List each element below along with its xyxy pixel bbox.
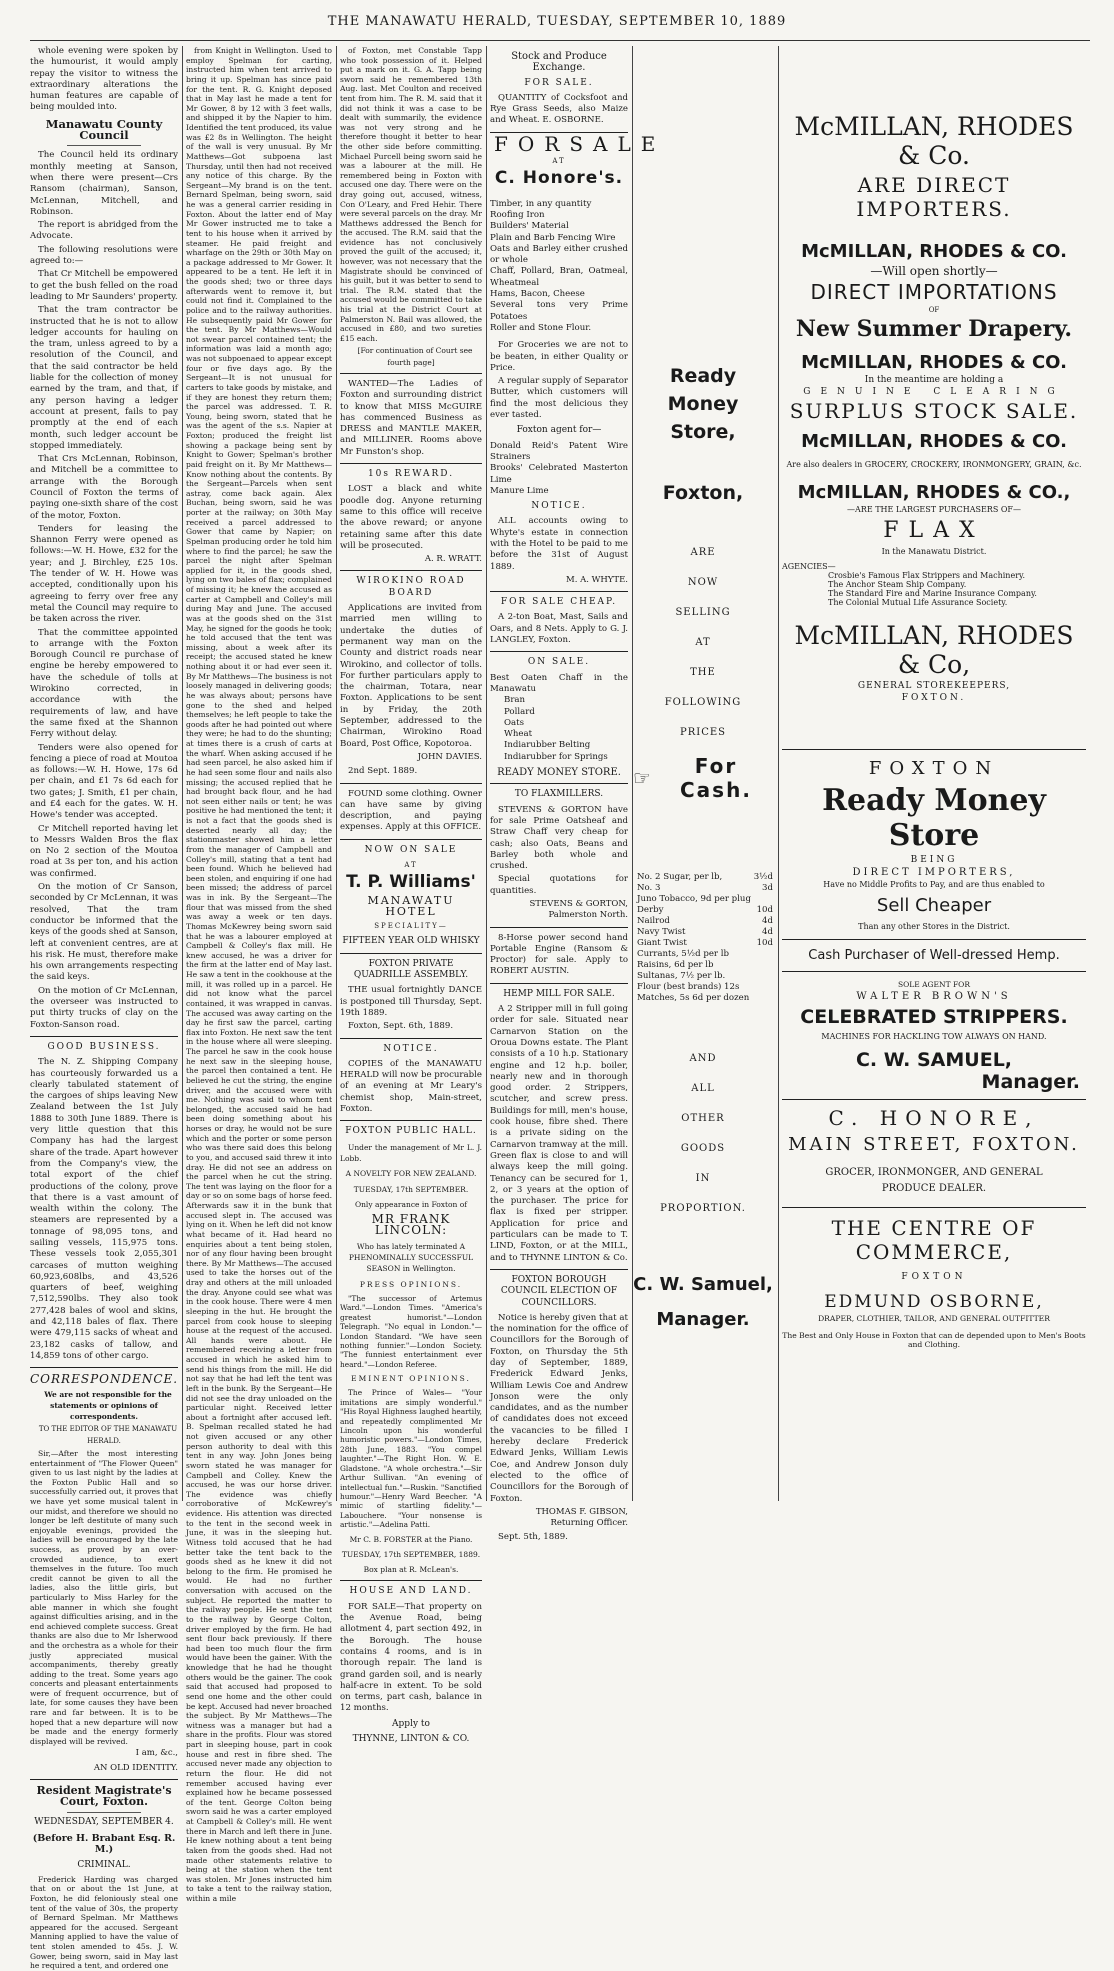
for-sale-heading bbox=[494, 131, 666, 156]
manager-label: Manager. bbox=[656, 1309, 750, 1330]
walter-brown: WALTER BROWN'S bbox=[856, 991, 1012, 1002]
continued-note: [For continuation of Court see fourth page] bbox=[357, 346, 473, 367]
reward-title: 10s REWARD. bbox=[367, 469, 455, 480]
samuel-name: C. W. SAMUEL, bbox=[855, 1049, 1013, 1071]
for-word: FOR bbox=[494, 131, 570, 156]
court-title: Resident Magistrate's Court, Foxton. bbox=[36, 1784, 172, 1809]
hall-desc: Who has lately terminated A PHENOMINALLY SUCCESSFUL SEASON in Wellington. bbox=[348, 1241, 474, 1274]
price-row: Derby 10d bbox=[637, 905, 773, 915]
rms-line: IN bbox=[695, 1173, 711, 1184]
rms-line: ARE bbox=[690, 547, 716, 558]
divider bbox=[67, 145, 141, 146]
price-row: Sultanas, 7½ per lb. bbox=[637, 971, 726, 981]
divider bbox=[340, 1580, 482, 1581]
middle-profits: Have no Middle Profits to Pay, and are thus enabled to bbox=[823, 880, 1045, 889]
rms-line: Ready Money bbox=[667, 365, 739, 415]
flax-body: STEVENS & GORTON have for sale Prime Oatsheaf and Straw Chaff very cheap for cash; also Oats, Beans and Barley both whole and crushed. bbox=[490, 804, 628, 872]
council-para: Tenders were also opened for fencing a piece of road at Moutoa as follows:—W. H. Howe, 17s 6d per chain, and £1 7s 6d each for two gates; J. Smith, £1 per chain, and £4 each for the gates. W. H. Howe's tender was accepted. bbox=[30, 742, 178, 821]
price-row: Giant Twist 10d bbox=[637, 938, 773, 948]
main-street: MAIN STREET, FOXTON. bbox=[788, 1134, 1080, 1155]
hemp-title: HEMP MILL FOR SALE. bbox=[503, 988, 615, 999]
cheap-body: A 2-ton Boat, Mast, Sails and Oars, and 8 Nets. Apply to G. J. LANGLEY, Foxton. bbox=[490, 612, 628, 646]
intro-text: whole evening were spoken by the humourist, it would amply repay the visitor to witness the extraordinary alterations the human features are capable of being moulded into. bbox=[30, 46, 178, 113]
of-label: OF bbox=[928, 306, 940, 314]
goods-item: Several tons very Prime Potatoes bbox=[490, 300, 628, 322]
council-para: That the tram contractor be instructed that he is not to allow ledger accounts for hauling on the tram, unless agreed to by a resolution of the Council, and that the said contractor be held liable for the collection of money earned by the tram, and that, if any person having a ledger account at present, fails to pay promptly at the end of each month, such ledger account be stopped immediately. bbox=[30, 305, 178, 451]
wanted-ad: WANTED—The Ladies of Foxton and surrounding district to know that MISS McGUIRE has commenced Business as DRESS and MANTLE MAKER, and MILLINER. Rooms above Mr Funston's shop. bbox=[340, 379, 482, 457]
wirokino-title: WIROKINO ROAD BOARD bbox=[356, 576, 466, 598]
notice-body: ALL accounts owing to Whyte's estate in connection with the Hotel to be paid to me before the 31st of August 1889. bbox=[490, 516, 628, 572]
price-row: Navy Twist 4d bbox=[637, 927, 773, 937]
ready-money-store: READY MONEY STORE. bbox=[497, 767, 621, 779]
correspondence-note: We are not responsible for the statements or opinions of correspondents. bbox=[44, 1389, 172, 1422]
column-4 bbox=[490, 46, 666, 1543]
council-para: That Crs McLennan, Robinson, and Mitchell be a committee to arrange with the Borough Council of Foxton the terms of paying one-sixth share of the cost of the motor, Foxton. bbox=[30, 454, 178, 521]
rms-line: ALL bbox=[691, 1083, 715, 1094]
hall-only: Only appearance in Foxton of bbox=[354, 1199, 468, 1209]
election-body: Notice is hereby given that at the nomination for the office of Councillors for the Borough of Foxton, on Thursday the 5th day of September, 1889, Frederick Edward Jenks, William Lewis Coe and Andrew Jonson were the only candidates, and as the number of candidates does not exceed the vacancies to be filled I hereby declare Frederick Edward Jenks, William Lewis Coe, and Andrew Jonson duly elected to the office of Councillors for the Borough of Foxton. bbox=[490, 1312, 628, 1504]
divider bbox=[30, 1367, 178, 1368]
onsale-row: Bran bbox=[504, 695, 526, 706]
at-label: AT bbox=[404, 860, 418, 869]
piano-note: Mr C. B. FORSTER at the Piano. bbox=[349, 1534, 473, 1544]
hotel-name: MANAWATU HOTEL bbox=[367, 893, 455, 918]
reward-body: LOST a black and white poodle dog. Anyone returning same to this office will receive the above reward; or anyone retaining same after this date will be prosecuted. bbox=[340, 484, 482, 551]
hemp-body: A 2 Stripper mill in full going order for sale. Situated near Carnarvon Station on the Oroua Downs estate. The Plant consists of a 10 h.p. Stationary engine and 12 h.p. boiler, nearly new and in thorough good order. 2 Strippers, scutcher, and screw press. Buildings for mill, men's house, cook house, fibre shed. There is a private siding on the Carnarvon tramway at the mill. Green flax is close to and will always keep the mill going. Tenancy can be secured for 1, 2, or 3 years at the option of the purchaser. The price for flax is fixed per stripper. Application for price and particulars can be made to T. LIND, Foxton, or at the MILL, and to THYNNE LINTON & Co. bbox=[490, 1004, 628, 1263]
quadrille-date: Foxton, Sept. 6th, 1889. bbox=[348, 1021, 454, 1032]
house-title: HOUSE AND LAND. bbox=[349, 1586, 473, 1597]
court-date: WEDNESDAY, SEPTEMBER 4. bbox=[34, 1816, 174, 1827]
surplus-sale: SURPLUS STOCK SALE. bbox=[789, 399, 1079, 423]
price-row: Matches, 5s 6d per dozen bbox=[637, 993, 750, 1003]
column-rule bbox=[778, 46, 779, 1501]
court-criminal: CRIMINAL. bbox=[77, 1859, 131, 1870]
engine-ad: 8-Horse power second hand Portable Engine (Ransom & Proctor) for sale. Apply to ROBERT AUSTIN. bbox=[490, 932, 628, 977]
agency-item: The Colonial Mutual Life Assurance Society. bbox=[828, 598, 1008, 607]
divider bbox=[782, 939, 1086, 940]
butter-text: A regular supply of Separator Butter, which customers will find the most delicious they ever tasted. bbox=[490, 376, 628, 421]
onsale-row: Best Oaten Chaff in the Manawatu bbox=[490, 672, 628, 694]
election-sig: THOMAS F. GIBSON, Returning Officer. bbox=[535, 1506, 628, 1529]
divider bbox=[340, 1120, 482, 1121]
correspondence-sig: AN OLD IDENTITY. bbox=[93, 1762, 178, 1773]
draper-line: DRAPER, CLOTHIER, TAILOR, AND GENERAL OUTFITTER bbox=[818, 1314, 1050, 1323]
masthead-rule bbox=[30, 40, 1090, 41]
council-para: The Council held its ordinary monthly meeting at Sanson, when there were present—Crs Ransom (chairman), Sanson, McLennan, Mitchell, and Robinson. bbox=[30, 150, 178, 217]
sole-agent: SOLE AGENT FOR bbox=[898, 980, 970, 989]
price-list bbox=[633, 872, 773, 1004]
mr-heading: McMILLAN, RHODES & Co. bbox=[794, 112, 1074, 170]
column-1 bbox=[30, 46, 179, 1971]
price-row: Nailrod 4d bbox=[637, 916, 773, 926]
agency-item: The Standard Fire and Marine Insurance Company. bbox=[828, 589, 1037, 598]
rms-line: AND bbox=[689, 1053, 717, 1064]
house-sig: THYNNE, LINTON & CO. bbox=[352, 1733, 470, 1744]
election-title: FOXTON BOROUGH COUNCIL ELECTION OF COUNCILLORS. bbox=[500, 1274, 618, 1308]
house-apply: Apply to bbox=[392, 1718, 430, 1729]
manager-name: C. W. Samuel, bbox=[633, 1274, 773, 1295]
honore-name: C. Honore's. bbox=[494, 168, 624, 189]
divider bbox=[30, 1779, 178, 1780]
rms-line: Store, bbox=[670, 421, 736, 443]
goods-item: Timber, in any quantity bbox=[490, 198, 592, 209]
council-para: That the committee appointed to arrange with the Foxton Borough Council re purchase of engine be hereby empowered to have the schedule of tolls at Wirokino corrected, in accordance with the requirements of law, and have the same fixed at the Shannon Ferry without delay. bbox=[30, 627, 178, 740]
price-row: Flour (best brands) 12s bbox=[637, 982, 740, 992]
hall-title: FOXTON PUBLIC HALL. bbox=[345, 1126, 477, 1137]
divider bbox=[490, 1269, 628, 1270]
found-ad: FOUND some clothing. Owner can have same by giving description, and paying expenses. Apply at this OFFICE. bbox=[340, 788, 482, 833]
onsale-row: Pollard bbox=[504, 706, 535, 717]
sell-cheaper: Sell Cheaper bbox=[876, 895, 992, 916]
divider bbox=[340, 783, 482, 784]
reward-sig: A. R. WRATT. bbox=[424, 554, 482, 565]
correspondence-title: CORRESPONDENCE. bbox=[30, 1372, 179, 1387]
flax-title: TO FLAXMILLERS. bbox=[514, 789, 604, 800]
hall-date: TUESDAY, 17th SEPTEMBER. bbox=[353, 1184, 469, 1194]
goods-item: Roofing Iron bbox=[490, 209, 545, 220]
speciality: SPECIALITY— bbox=[374, 922, 448, 931]
council-para: On the motion of Cr McLennan, the overseer was instructed to put thirty trucks of clay on the Foxton-Sanson road. bbox=[30, 985, 178, 1030]
best-house: The Best and Only House in Foxton that can de depended upon to Men's Boots and Clothing. bbox=[782, 1331, 1086, 1349]
divider bbox=[340, 839, 482, 840]
flax-sig: STEVENS & GORTON, Palmerston North. bbox=[529, 899, 628, 921]
business-title: GOOD BUSINESS. bbox=[47, 1041, 161, 1052]
divider bbox=[490, 651, 628, 652]
rms-line: GOODS bbox=[680, 1143, 726, 1154]
mcmillan-ad bbox=[782, 46, 1086, 1501]
wirokino-sig: JOHN DAVIES. bbox=[417, 751, 482, 762]
column-rule bbox=[182, 46, 183, 1501]
correspondence-body: Sir,—After the most interesting entertainment of "The Flower Queen" given to us last night by the ladies at the Foxton Public Hall and so successfully carried out, it proves that we have yet some musical talent in our midst, and therefore we should no longer be left destitute of many such enjoyable evenings, provided the ladies will be encouraged by the late success, as proved by an over-crowded audience, to exert themselves in the future. Too much credit cannot be given to all the ladies, also the little girls, but particularly to Miss Harley for the able manner in which she fought against difficulties arising, and in the end achieved complete success. Great thanks are also due to Mr Isherwood and the orchestra as a whole for their justly appreciated musical accompaniments, thereby greatly adding to the treat. Some years ago concerts and pleasant entertainments were of frequent occurrence, but of late, for some causes they have been rare and far between. It is to be hoped that a new departure will now be made and the energy formerly displayed will be revived. bbox=[30, 1449, 178, 1746]
business-para: The N. Z. Shipping Company has courteously forwarded us a clearly tabulated statement of the cargoes of ships leaving New Zealand between the 1st July 1888 to 30th June 1889. There is very little question that this Company has had the largest share of the trade. Apart however from the Company's view, the total export of the chief productions of the colony, prove that there is a vast amount of wealth within the colony. The steamers are represented by a tonnage of 98,095 tons, and sailing vessels, 115,975 tons. These vessels took 2,055,301 carcases of mutton weighing 60,923,608lbs, and 43,526 quarters of beef, weighing 7,512,590lbs. They also took 277,428 bales of wool and skins, and 42,118 bales of flax. There were 479,115 sacks of wheat and 23,182 casks of tallow, and 14,859 tons of other cargo. bbox=[30, 1057, 178, 1361]
divider bbox=[782, 1207, 1086, 1208]
grocer-line: GROCER, IRONMONGER, AND GENERAL PRODUCE DEALER. bbox=[825, 1167, 1043, 1194]
column-rule bbox=[336, 46, 337, 1501]
onsale-row: Wheat bbox=[504, 729, 533, 740]
price-row: Juno Tobacco, 9d per plug bbox=[637, 894, 751, 904]
divider bbox=[340, 463, 482, 464]
sale-word: SALE bbox=[569, 131, 666, 156]
rms-line: PROPORTION. bbox=[660, 1203, 746, 1214]
honore-heading: C. HONORE, bbox=[828, 1106, 1040, 1130]
court-continued: from Knight in Wellington. Used to employ Spelman for carting, instructed him when tent arrived to bring it up. Spelman has since paid for the tent. R. G. Knight deposed that in May last he made a tent for Mr Gower, 8 by 12 with 3 feet walls, and shipped it by the Napier to him. Identified the tent produced, its value was £2 8s in Wellington. The height of the wall is very unusual. By Mr Matthews—Got subpoena last Thursday, until then had not received any notice of this charge. By the Sergeant—My brand is on the tent. Bernard Spelman, being sworn, said he was a general carrier residing in Foxton. About the latter end of May Mr Gower instructed me to take a tent to his house when it arrived by steamer. He paid freight and wharfage on the 29th or 30th May on a package addressed to Mr Gower. It appeared to be a tent. He left it in the goods shed; two or three days afterwards went to remove it, but could not find it. Complained to the police and to the railway authorities. He subsequently paid Mr Gower for the tent. By Mr Matthews—Would not swear parcel contained tent; the information was laid a month ago; was not subpoenaed to appear except four or five days ago. By the Sergeant—It is not unusual for carters to take goods by mistake, and if they are honest they return them; the parcel was addressed. T. R. Young, being sworn, stated that he was the agent of the s.s. Napier at Foxton; produced the freight list showing a package being sent by Knight to Gower; Spelman's brother paid freight on it. By Mr Matthews—Know nothing about the contents. By the Sergeant—Parcels when sent astray, come back again. Alex Buchan, being sworn, said he was porter at the railway; on 30th May received a parcel addressed to Gower that came by Napier; on Spelman producing order he told him where to find the parcel; he saw the parcel the night after Spelman applied for it, in the goods shed, lying on two bales of flax; complained of missing it; he knew the accused as carter at Campbell and Colley's mill during May and June. The accused was at the goods shed on the 31st May, he signed for the goods he took; he told accused that the tent was missing, about a week after its receipt; the accused stated he knew nothing about it or had ever seen it. By Mr Matthews—The business is not loosely managed in delivering goods; he was always about; persons have gone to the shed and helped themselves; he left people to take the goods after he had pointed out where they were; he had to do the shunting; at times there is a crush of carts at the wharf. When asking accused if he had seen parcel, he also asked him if he had seen some flour and nails also missing; the accused replied that he had brought back flour, and he had not seen either nails or tent; he was positive he had mentioned the tent; it is not a fact that the goods shed is deserted nearly all day; the stationmaster showed him a letter from the manager of Campbell and Colley's mill, stating that a tent had been found. Which he believed had been stolen, and enquiring if one had been missed; the address of parcel was in ink. By the Sergeant—The flour that was missed from the shed was away a week or ten days. Thomas McKewrey being sworn said that he was a labourer employed at Campbell & Colley's flax mill. He knew accused, he was a driver for the firm at the latter end of May last. He saw a tent in the cookhouse at the mill, it was rolled up in a parcel. He did not know what the parcel contained, it was wrapped in canvas. The accused was away carting on the day he first saw the parcel, carting flax into Foxton. He next saw the tent in the house where all were sleeping. The parcel he saw in the cook house he next saw in the sleeping house, the parcel then contained a tent. He believed he cut the string, the engine driver, and the accused were with me. Nothing was said to whom tent belonged, the accused said he had been doing something about his horses or dray, he would not be sure which and the porter or some person who was there said does this belong to you, and accused said threw it into dray. He did not see an address on the parcel when he cut the string. The tent was laying on the floor for a day or so on some bags of horse feed. Afterwards saw it in the bunk that accused slept in. The accused was lying on it. When he left did not know what became of it. Had heard no enquiries about a tent being stolen, nor of any flour having been brought there. By Mr Matthews—The accused used to take the horses out of the dray and others at the mill unloaded the dray. Anyone could see what was in the cook house. There were 4 men sleeping in the hut. He brought the parcel from cook house to sleeping house at the request of the accused. All hands were about. He remembered receiving a letter from accused in which he asked him to send his things from the mill. He did not say that he had left the tent was left in the bunk. By the Sergeant—He did not see the dray unloaded on the particular night. Received letter about a fortnight after accused left. B. Spelman recalled stated he had not given accused or any other person authority to deal with this tent in any way. John Jones being sworn stated he was manager for Campbell and Colley. Knew the accused, he was our horse driver. The evidence was chiefly corroborative of McKewrey's evidence. His attention was directed to the tent in the second week in June, it was in the sleeping hut. Witness told accused that he had better take the tent back to the goods shed as he knew it did not belong to the firm. He promised he would. He had no further conversation with accused on the subject. He reported the matter to the railway people. He sent the tent to the railway by George Colton, driver employed by the firm. He had sent flour back previously. If there had been too much flour the firm would have been the gainer. With the knowledge that he had he thought others would be the gainer. The cook said that accused had proposed to send one home and the other could be kept. Accused had never broached the subject. By Mr Matthews—The witness was a manager but had a share in the profits. Flour was stored part in sleeping house, part in cook house and rest in fibre shed. The accused never made any objection to return the flour. He did not remember accused having ever explained how he became possessed of the tent. George Colton being sworn said he was a carter employed at Campbell & Colley's mill. He went there in March and left there in June. He knew nothing about a tent being taken from the goods shed. Had not made other statements relative to being at the station when the tent was stolen. Mr Jones instructed him to take a tent to the railway station, within a mile bbox=[186, 46, 332, 1903]
court-before: (Before H. Brabant Esq. R. M.) bbox=[32, 1832, 176, 1856]
agent-label: Foxton agent for— bbox=[516, 425, 602, 436]
mr-heading: McMILLAN, RHODES & CO. bbox=[801, 241, 1067, 262]
agencies-label: AGENCIES— bbox=[782, 562, 836, 571]
goods-list bbox=[490, 199, 628, 335]
council-para: The following resolutions were agreed to:— bbox=[30, 244, 178, 267]
being-label: BEING bbox=[910, 855, 958, 865]
goods-item: Hams, Bacon, Cheese bbox=[490, 289, 585, 300]
rms-line: SELLING bbox=[675, 607, 731, 618]
divider bbox=[67, 1812, 141, 1813]
court-conclusion: of Foxton, met Constable Tapp who took possession of it. Helped put a mark on it. G. A. Tapp being sworn said he remembered 13th Aug. last. Met Coulton and received tent from him. The R. M. said that it did not think it was a case to be dealt with summarily, the evidence was not very strong and he therefore thought it better to hear the other side before committing. Michael Purcell being sworn said he was a labourer at the mill. He remembered being in Foxton with accused one day. There were on the dray going out, accused, witness, Con O'Leary, and Fred Hehir. There were several parcels on the dray. Mr Matthews addressed the Bench for the accused. The R.M. said that the evidence has not conclusively proved the guilt of the accused; it, however, was not necessary that the Magistrate should be convinced of his guilt, but it was better to send to trial. The R.M. stated that the accused would be committed to take his trial at the District Court at Palmerston N. Bail was allowed, the accused in £80, and two sureties £15 each. bbox=[340, 46, 482, 343]
centre-commerce: THE CENTRE OF COMMERCE, bbox=[831, 1216, 1037, 1264]
council-para: Tenders for leasing the Shannon Ferry were opened as follows:—W. H. Howe, £32 for the year; and J. Birchley, £25 10s. The tender of W. H. Howe was accepted, conditionally upon his agreeing to ferry over free any metal the Council may require to be taken across the river. bbox=[30, 523, 178, 625]
divider bbox=[782, 1099, 1086, 1100]
goods-item: Builders' Material bbox=[490, 221, 569, 232]
osborne-name: EDMUND OSBORNE, bbox=[824, 1292, 1044, 1312]
agency-item: Crosbie's Famous Flax Strippers and Machinery. bbox=[828, 571, 1026, 580]
rms-line: OTHER bbox=[681, 1113, 725, 1124]
notice-body: COPIES of the MANAWATU HERALD will now be procurable of an evening at Mr Leary's chemist shop, Main-street, Foxton. bbox=[340, 1058, 482, 1115]
agent-item: Donald Reid's Patent Wire Strainers bbox=[490, 440, 628, 462]
correspondence-to: TO THE EDITOR OF THE MANAWATU HERALD. bbox=[38, 1425, 178, 1445]
price-row: No. 3 3d bbox=[637, 883, 773, 893]
quadrille-title: FOXTON PRIVATE QUADRILLE ASSEMBLY. bbox=[353, 958, 469, 981]
onsale-row: Oats bbox=[504, 717, 525, 728]
genuine-clearing: GENUINE CLEARING bbox=[803, 387, 1065, 397]
for-sale-label: FOR SALE. bbox=[524, 77, 594, 88]
open-shortly: —Will open shortly— bbox=[870, 264, 998, 278]
hall-novelty: A NOVELTY FOR NEW ZEALAND. bbox=[345, 1169, 477, 1179]
divider bbox=[340, 1038, 482, 1039]
ready-money-ad bbox=[633, 46, 773, 1501]
divider bbox=[30, 1036, 178, 1037]
district: In the Manawatu District. bbox=[881, 547, 987, 556]
dealers: Are also dealers in GROCERY, CROCKERY, IRONMONGERY, GRAIN, &c. bbox=[786, 460, 1082, 469]
onsale-row: Indiarubber Belting bbox=[504, 740, 591, 751]
election-date: Sept. 5th, 1889. bbox=[498, 1532, 568, 1543]
correspondence-sig: I am, &c., bbox=[135, 1748, 178, 1759]
wirokino-date: 2nd Sept. 1889. bbox=[348, 766, 418, 777]
notice-sig: M. A. WHYTE. bbox=[566, 574, 628, 585]
divider bbox=[340, 373, 482, 374]
council-title: Manawatu County Council bbox=[45, 116, 163, 143]
rms-line: AT bbox=[695, 637, 711, 648]
williams-name: T. P. Williams' bbox=[346, 872, 476, 893]
agent-item: Manure Lime bbox=[490, 485, 549, 496]
divider bbox=[490, 927, 628, 928]
celebrated-strippers: CELEBRATED STRIPPERS. bbox=[800, 1006, 1068, 1028]
divider bbox=[340, 570, 482, 571]
performance-date: TUESDAY, 17th SEPTEMBER, 1889. bbox=[341, 1549, 481, 1559]
summer-drapery: New Summer Drapery. bbox=[795, 316, 1073, 342]
mr-heading: McMILLAN, RHODES & CO. bbox=[801, 352, 1067, 373]
flax-special: Special quotations for quantities. bbox=[490, 874, 628, 896]
rms-line: PRICES bbox=[679, 727, 726, 738]
at-label: AT bbox=[552, 157, 566, 166]
box-plan: Box plan at R. McLean's. bbox=[363, 1565, 459, 1575]
divider bbox=[782, 749, 1086, 750]
goods-item: Plain and Barb Fencing Wire bbox=[490, 232, 616, 243]
goods-item: Chaff, Pollard, Bran, Oatmeal, Wheatmeal bbox=[490, 266, 628, 288]
now-on-sale: NOW ON SALE bbox=[364, 844, 458, 855]
hall-performer: MR FRANK LINCOLN: bbox=[371, 1212, 451, 1238]
onsale-title: ON SALE. bbox=[527, 657, 591, 668]
council-para: Cr Mitchell reported having let to Messrs Walden Bros the flax on No 2 section of the Moutoa road at 3s per ton, and his action was confirmed. bbox=[30, 823, 178, 879]
goods-item: Roller and Stone Flour. bbox=[490, 322, 592, 333]
council-para: The report is abridged from the Advocate. bbox=[30, 220, 178, 242]
council-para: On the motion of Cr Sanson, seconded by Cr McLennan, it was resolved, That the tram conductor be informed that the keys of the goods shed at Sanson, left at convenient centres, are at his risk. He must, therefore make his own arrangements respecting the said keys. bbox=[30, 882, 178, 983]
for-cash: For Cash. bbox=[680, 754, 752, 802]
eminent-title: EMINENT OPINIONS. bbox=[351, 1374, 471, 1384]
price-row: Raisins, 6d per lb bbox=[637, 960, 714, 970]
direct-importers: ARE DIRECT IMPORTERS. bbox=[856, 173, 1012, 221]
mr-heading: McMILLAN, RHODES & CO., bbox=[797, 482, 1071, 503]
eminent-body: The Prince of Wales— "Your imitations are simply wonderful." "His Royal Highness laughed heartily, and repeatedly complimented Mr Lincoln upon his wonderful humoristic powers."—London Times, 28th June, 1883. "You compel laughter."—The Right Hon. W. E. Gladstone. "A whole orchestra."—Sir Arthur Sullivan. "An evening of intellectual fun."—Ruskin. "Sanctified humour."—Henry Ward Beecher. "A mimic of startling fidelity."—Labouchere. "Your nonsense is artistic."—Adelina Patti. bbox=[340, 1388, 482, 1530]
house-body: FOR SALE—That property on the Avenue Road, being allotment 4, part section 492, in the Borough. The house contains 4 rooms, and is in thorough repair. The land is grand garden soil, and is nearly half-acre in extent. To be sold on terms, part cash, balance in 12 months. bbox=[340, 1601, 482, 1714]
foxton-label: FOXTON. bbox=[901, 693, 967, 703]
mr-heading: McMILLAN, RHODES & CO. bbox=[801, 431, 1067, 452]
column-3 bbox=[340, 46, 482, 1744]
than-others: Than any other Stores in the District. bbox=[858, 922, 1010, 931]
agency-item: The Anchor Steam Ship Company. bbox=[828, 580, 967, 589]
hall-mgmt: Under the management of Mr L. J. Lobb. bbox=[340, 1142, 482, 1163]
onsale-row: Indiarubber for Springs bbox=[504, 751, 608, 762]
cocksfoot-ad: QUANTITY of Cocksfoot and Rye Grass Seeds, also Maize and Wheat. E. OSBORNE. bbox=[490, 92, 628, 126]
stock-title: Stock and Produce Exchange. bbox=[511, 51, 607, 74]
column-2 bbox=[186, 46, 332, 1903]
direct-importations: DIRECT IMPORTATIONS bbox=[810, 280, 1058, 304]
ready-money-heading: Ready Money Store bbox=[822, 783, 1046, 853]
divider bbox=[490, 983, 628, 984]
price-row: Currants, 5½d per lb bbox=[637, 949, 730, 959]
masthead: THE MANAWATU HERALD, TUESDAY, SEPTEMBER 10, 1889 bbox=[327, 14, 787, 29]
whisky: FIFTEEN YEAR OLD WHISKY bbox=[342, 936, 480, 947]
mr-heading: McMILLAN, RHODES & Co, bbox=[794, 621, 1074, 679]
column-rule bbox=[486, 46, 487, 1501]
machines-note: MACHINES FOR HACKLING TOW ALWAYS ON HAND. bbox=[821, 1032, 1047, 1041]
notice-title: NOTICE. bbox=[383, 1043, 439, 1054]
groceries-text: For Groceries we are not to be beaten, in either Quality or Price. bbox=[490, 340, 628, 373]
wirokino-body: Applications are invited from married men willing to undertake the duties of permanent way man on the County and district roads near Wirokino, and collector of tolls. For further particulars apply to the chairman, Totara, near Foxton. Applications to be sent in by Friday, the 20th September, addressed to the Chairman, Wirokino Road Board, Post Office, Kopotoroa. bbox=[340, 603, 482, 749]
flax-heading: FLAX bbox=[883, 518, 985, 543]
divider bbox=[782, 971, 1086, 972]
meantime: In the meantime are holding a bbox=[864, 375, 1004, 385]
rms-line: NOW bbox=[687, 577, 719, 588]
rms-line: Foxton, bbox=[662, 482, 744, 504]
foxton-label-2: FOXTON bbox=[901, 1272, 967, 1282]
samuel-manager: Manager. bbox=[981, 1071, 1080, 1093]
goods-item: Oats and Barley either crushed or whole bbox=[490, 243, 628, 266]
storekeepers: GENERAL STOREKEEPERS, bbox=[857, 681, 1011, 691]
rms-line: FOLLOWING bbox=[664, 697, 742, 708]
pointing-hand-icon: ☞ bbox=[633, 766, 653, 790]
divider bbox=[340, 953, 482, 954]
notice-title: NOTICE. bbox=[531, 501, 587, 512]
purchasers: —ARE THE LARGEST PURCHASERS OF— bbox=[847, 505, 1021, 514]
divider bbox=[490, 591, 628, 592]
cash-hemp: Cash Purchaser of Well-dressed Hemp. bbox=[808, 948, 1060, 963]
council-para: That Cr Mitchell be empowered to get the bush felled on the road leading to Mr Saunders' property. bbox=[30, 269, 178, 302]
foxton-heading: FOXTON bbox=[868, 758, 1000, 779]
cheap-title: FOR SALE CHEAP. bbox=[500, 597, 618, 608]
press-title: PRESS OPINIONS. bbox=[359, 1279, 463, 1289]
court-body: Frederick Harding was charged that on or about the 1st June, at Foxton, he did feloniously steal one tent of the value of 30s, the property of Bernard Spelman. Mr Matthews appeared for the accused. Sergeant Manning applied to have the value of tent stolen amended to 45s. J. W. Gower, being sworn, said in May last he required a tent, and ordered one bbox=[30, 1874, 178, 1971]
for-cash-line bbox=[633, 754, 773, 802]
direct-importers-2: DIRECT IMPORTERS, bbox=[852, 867, 1016, 878]
quadrille-body: THE usual fortnightly DANCE is postponed till Thursday, Sept. 19th 1889. bbox=[340, 985, 482, 1018]
price-row: No. 2 Sugar, per lb, 3½d bbox=[637, 872, 773, 882]
agent-item: Brooks' Celebrated Masterton Lime bbox=[490, 463, 628, 485]
press-body: "The successor of Artemus Ward."—London Times. "America's greatest humorist."—London Telegraph. "No equal in London."—London Standard. "We have seen nothing funnier."—London Society. "The funniest entertainment ever heard."—London Referee. bbox=[340, 1293, 482, 1369]
rms-line: THE bbox=[690, 667, 716, 678]
divider bbox=[490, 783, 628, 784]
